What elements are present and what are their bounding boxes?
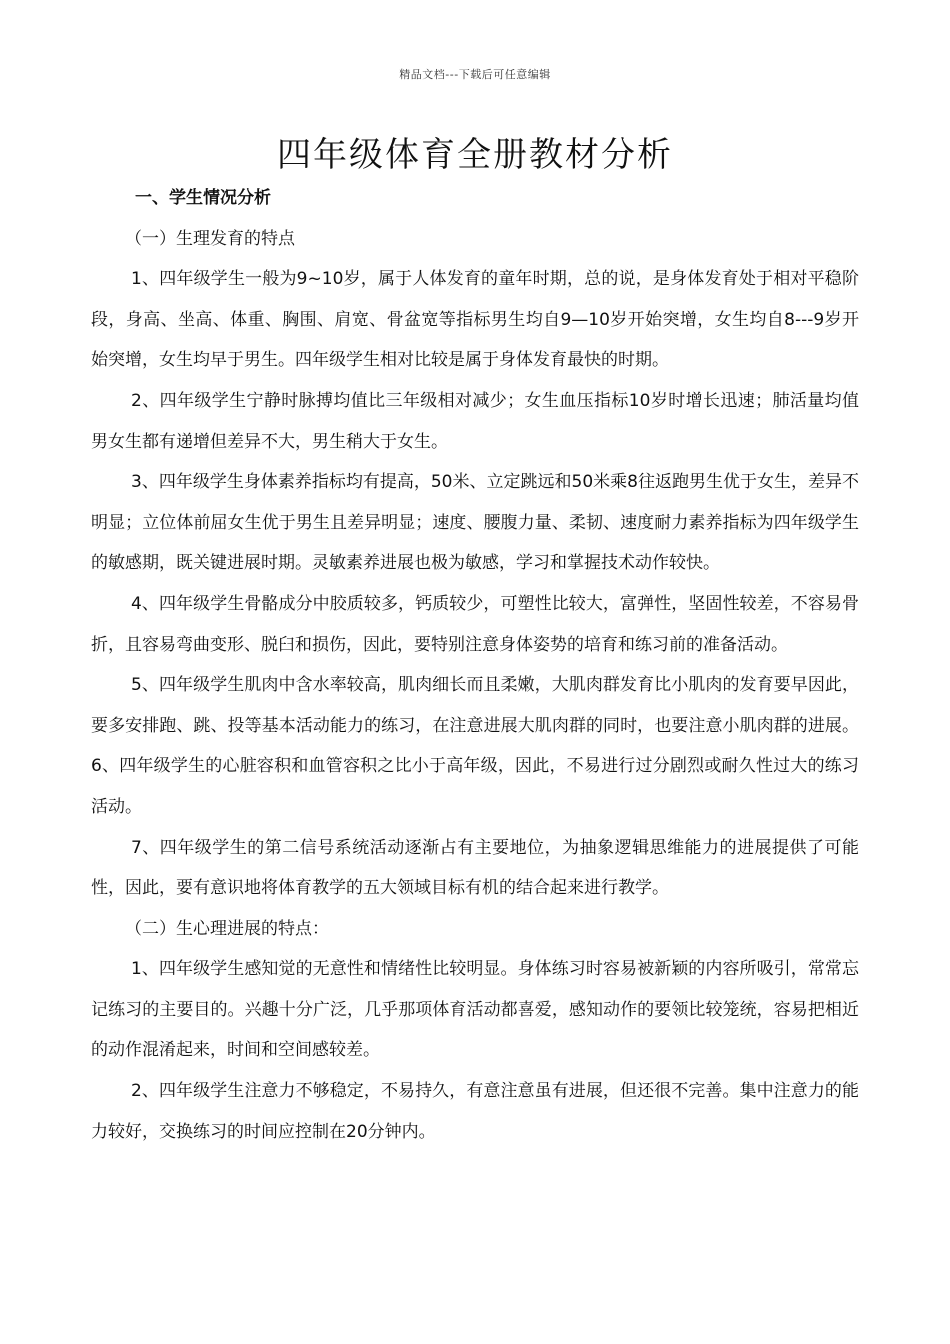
paragraph: 3、四年级学生身体素养指标均有提高，50米、立定跳远和50米乘8往返跑男生优于女生，差异不明显；立位体前屈女生优于男生且差异明显；速度、腰腹力量、柔韧、速度耐力素养指标为四年级学生的敏感期，既关键进展时期。灵敏素养进展也极为敏感，学习和掌握技术动作较快。 (91, 472, 859, 574)
document-title: 四年级体育全册教材分析 (277, 134, 673, 175)
subsection-heading-physiology: （一）生理发育的特点 (125, 228, 295, 249)
paragraph: 4、四年级学生骨骼成分中胶质较多，钙质较少，可塑性比较大，富弹性，坚固性较差，不容易骨折，且容易弯曲变形、脱臼和损伤，因此，要特别注意身体姿势的培育和练习前的准备活动。 (91, 593, 859, 655)
paragraph: 1、四年级学生一般为9~10岁，属于人体发育的童年时期，总的说，是身体发育处于相对平稳阶段，身高、坐高、体重、胸围、肩宽、骨盆宽等指标男生均自9—10岁开始突增，女生均自8---9岁开始突增，女生均早于男生。四年级学生相对比较是属于身体发育最快的时期。 (91, 269, 859, 371)
paragraph: 1、四年级学生感知觉的无意性和情绪性比较明显。身体练习时容易被新颖的内容所吸引，常常忘记练习的主要目的。兴趣十分广泛，几乎那项体育活动都喜爱，感知动作的要领比较笼统，容易把相近的动作混淆起来，时间和空间感较差。 (91, 959, 859, 1061)
header-note: 精品文档---下载后可任意编辑 (399, 68, 551, 81)
document-body (91, 178, 859, 1152)
subsection-heading-psychology: （二）生心理进展的特点： (125, 918, 329, 939)
paragraph: 2、四年级学生宁静时脉搏均值比三年级相对减少；女生血压指标10岁时增长迅速；肺活量均值男女生都有递增但差异不大，男生稍大于女生。 (91, 390, 859, 452)
paragraph: 2、四年级学生注意力不够稳定，不易持久，有意注意虽有进展，但还很不完善。集中注意力的能力较好，交换练习的时间应控制在20分钟内。 (91, 1081, 859, 1142)
paragraph: 7、四年级学生的第二信号系统活动逐渐占有主要地位，为抽象逻辑思维能力的进展提供了可能性，因此，要有意识地将体育教学的五大领域目标有机的结合起来进行教学。 (91, 837, 859, 899)
section-heading-student-analysis: 一、学生情况分析 (135, 188, 271, 208)
paragraph: 5、四年级学生肌肉中含水率较高，肌肉细长而且柔嫩，大肌肉群发育比小肌肉的发育要早因此，要多安排跑、跳、投等基本活动能力的练习，在注意进展大肌肉群的同时，也要注意小肌肉群的进展。 6、四年级学生的心脏容积和血管容积之比小于高年级，因此，不易进行过分剧烈或耐久性过大的练习活动。 (91, 675, 859, 817)
